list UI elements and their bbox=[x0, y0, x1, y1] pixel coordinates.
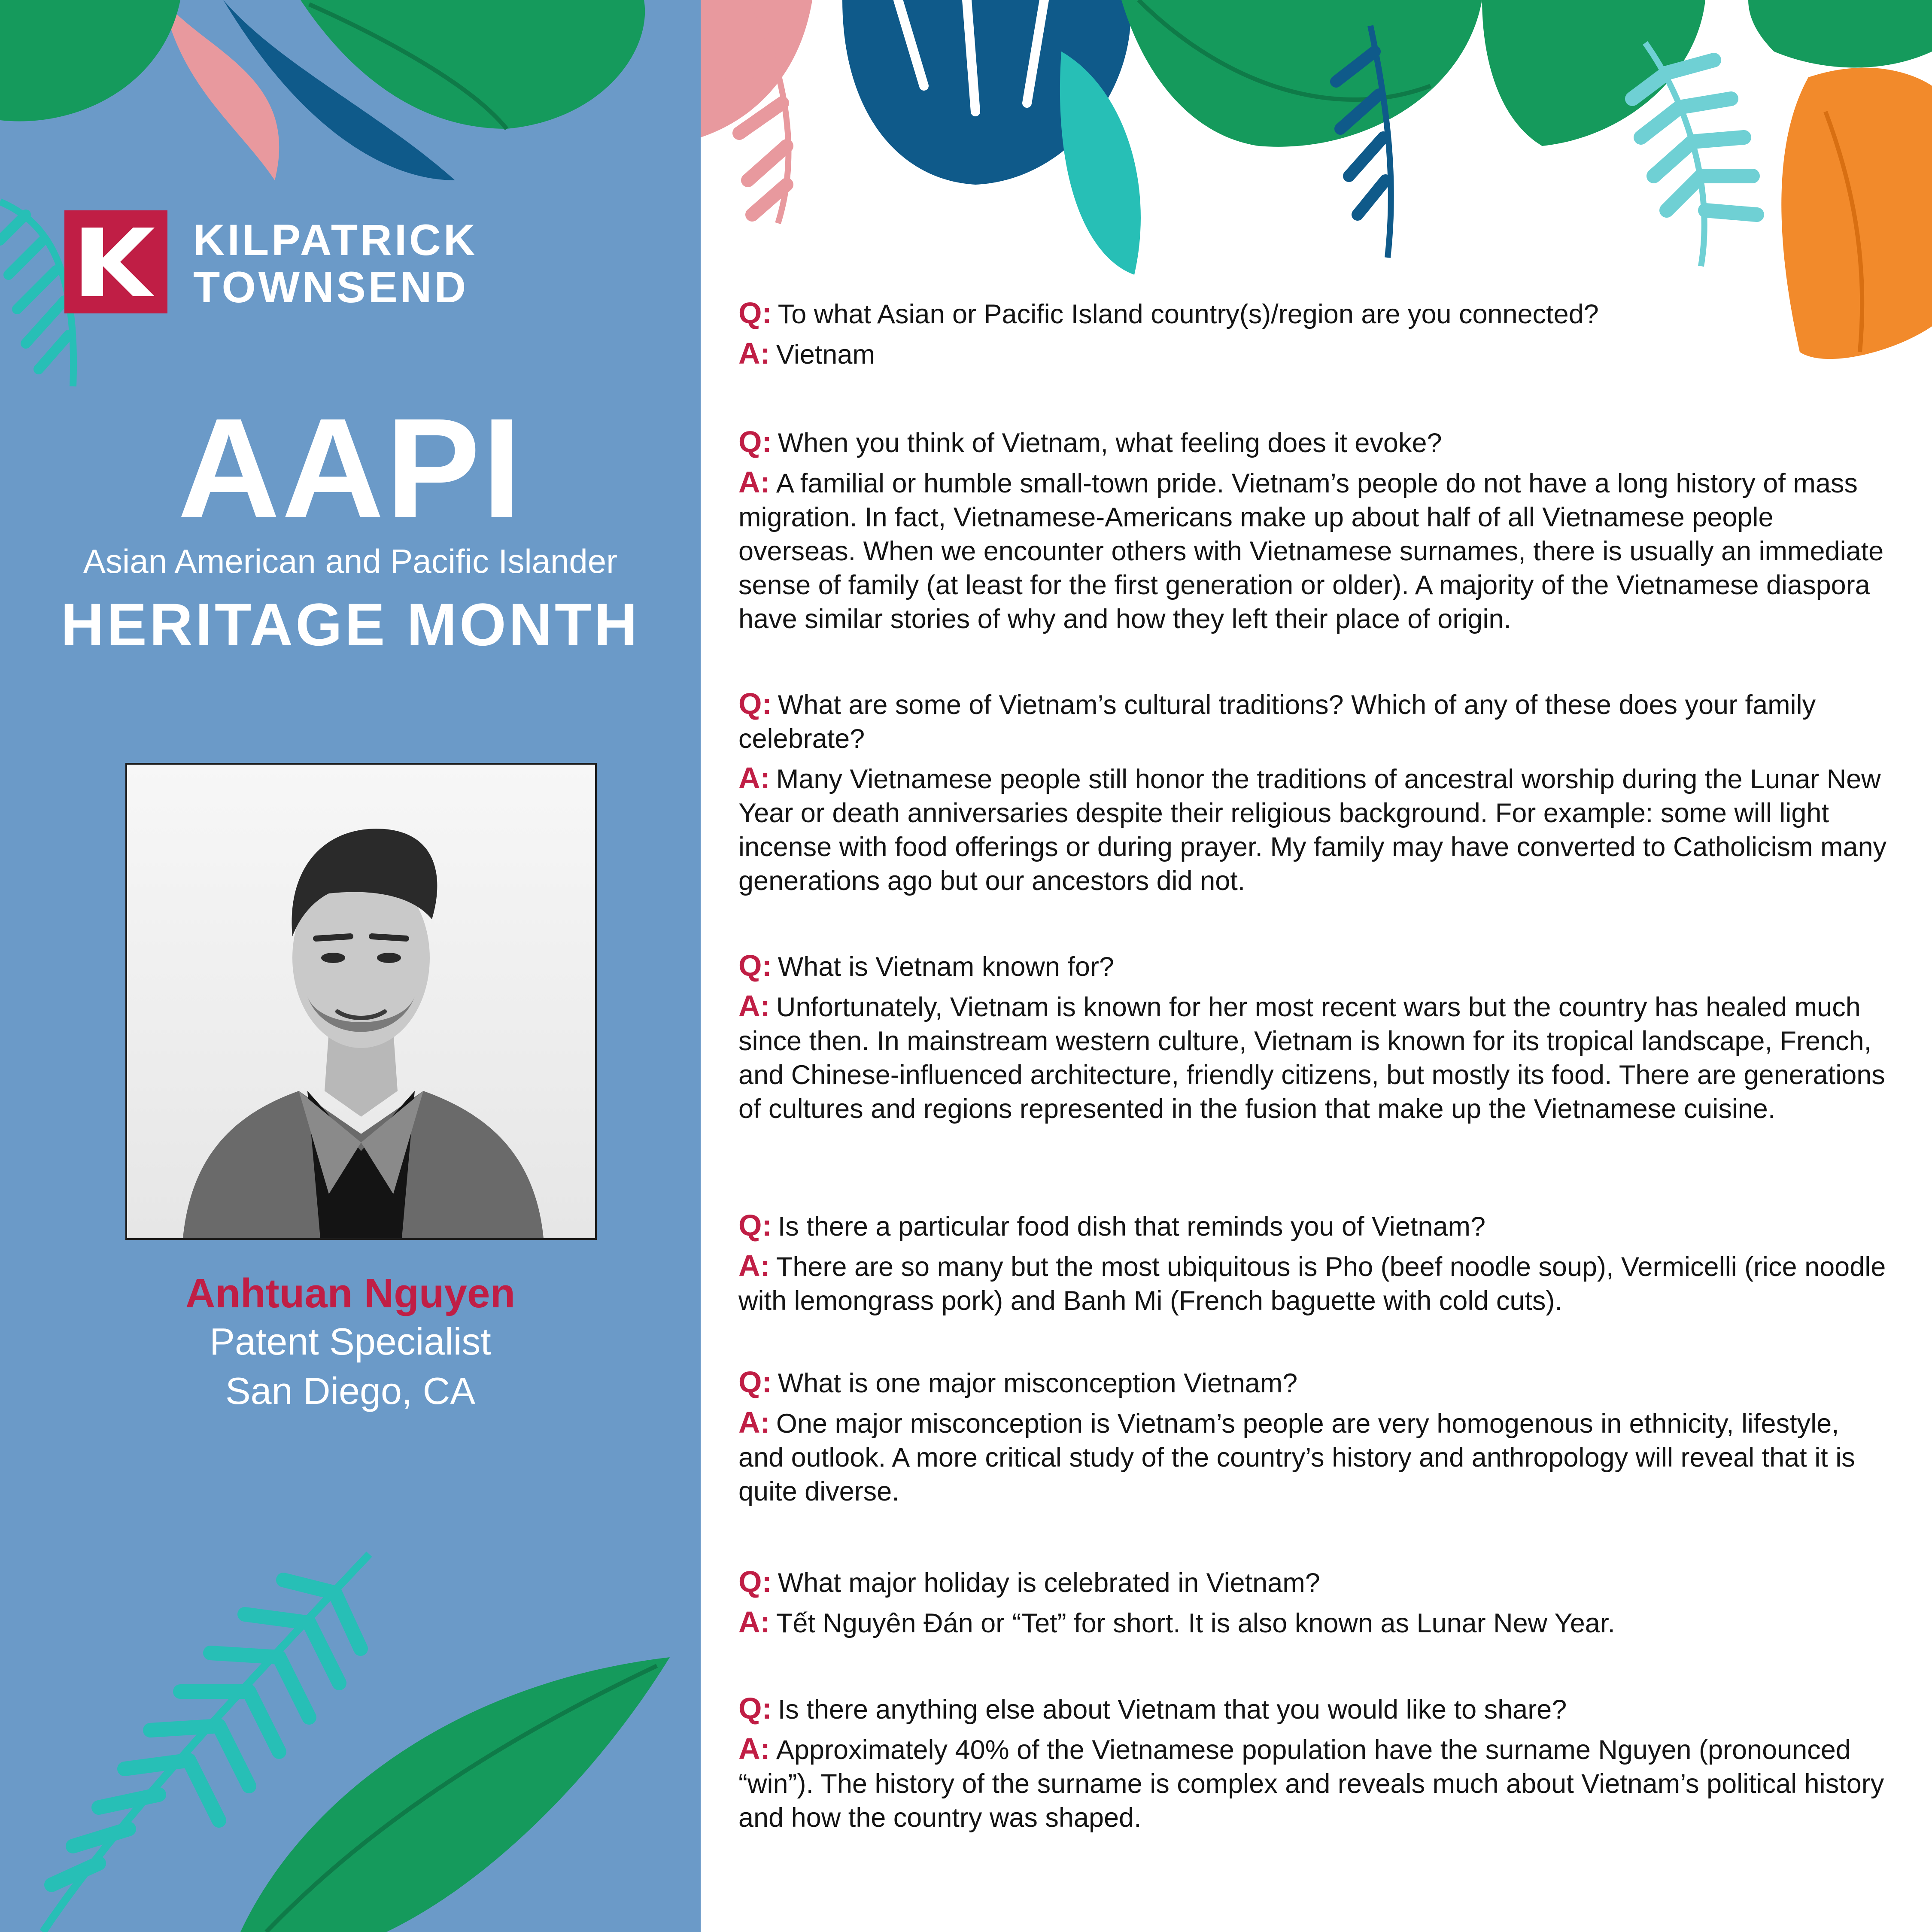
k-logo-icon bbox=[64, 210, 167, 313]
portrait-illustration bbox=[127, 765, 595, 1238]
qa-item bbox=[738, 1565, 1889, 1640]
question bbox=[738, 1565, 1889, 1600]
teal-fern-graphic bbox=[0, 202, 73, 386]
bottom-left-leaves-decoration bbox=[0, 1528, 701, 1932]
a-label: A: bbox=[738, 1605, 770, 1639]
question-text: What major holiday is celebrated in Vietnam? bbox=[778, 1568, 1320, 1598]
brand-name-line1: KILPATRICK bbox=[193, 216, 478, 264]
qa-item bbox=[738, 687, 1889, 898]
question bbox=[738, 1365, 1889, 1400]
answer bbox=[738, 337, 1889, 372]
q-label: Q: bbox=[738, 296, 772, 330]
aapi-title: AAPI bbox=[177, 389, 523, 547]
a-label: A: bbox=[738, 761, 770, 795]
qa-item bbox=[738, 1209, 1889, 1318]
question bbox=[738, 296, 1889, 331]
light-teal-fern-graphic bbox=[1632, 43, 1757, 266]
answer bbox=[738, 1605, 1889, 1640]
question bbox=[738, 1692, 1889, 1727]
question bbox=[738, 1209, 1889, 1244]
q-label: Q: bbox=[738, 425, 772, 459]
answer-text: One major misconception is Vietnam’s people are very homogenous in ethnicity, lifestyle, and outlook. A more critical study of the country’s history and anthropology will reveal that it is quite diverse. bbox=[738, 1409, 1855, 1507]
question-text: What is one major misconception Vietnam? bbox=[778, 1368, 1298, 1398]
answer bbox=[738, 465, 1889, 636]
person-name: Anhtuan Nguyen bbox=[185, 1270, 515, 1316]
green-leaf-graphic bbox=[1121, 0, 1705, 147]
q-label: Q: bbox=[738, 1209, 772, 1242]
person-role: Patent Specialist bbox=[210, 1320, 491, 1363]
answer-text: Vietnam bbox=[776, 340, 875, 370]
a-label: A: bbox=[738, 337, 770, 370]
answer-text: Approximately 40% of the Vietnamese population have the surname Nguyen (pronounced “win”). The history of the surname is complex and reveals much about Vietnam’s political history and how the country was shaped. bbox=[738, 1735, 1884, 1833]
question-text: Is there anything else about Vietnam that you would like to share? bbox=[778, 1695, 1567, 1725]
heritage-month-title: HERITAGE MONTH bbox=[61, 591, 640, 658]
q-label: Q: bbox=[738, 1365, 772, 1399]
aapi-subtitle: Asian American and Pacific Islander bbox=[83, 542, 618, 580]
person-location: San Diego, CA bbox=[225, 1370, 476, 1412]
question-text: Is there a particular food dish that reminds you of Vietnam? bbox=[778, 1212, 1486, 1242]
person-photo bbox=[125, 763, 597, 1240]
answer-text: Many Vietnamese people still honor the traditions of ancestral worship during the Lunar New Year or death anniversaries despite their religious background. For example: some will light incense with food offerings or during prayer. My family may have converted to Catholicism many generations ago but our ancestors did not. bbox=[738, 764, 1887, 896]
q-label: Q: bbox=[738, 1565, 772, 1598]
answer-text: There are so many but the most ubiquitous is Pho (beef noodle soup), Vermicelli (rice noodle with lemongrass pork) and Banh Mi (French baguette with cold cuts). bbox=[738, 1252, 1886, 1316]
a-label: A: bbox=[738, 1732, 770, 1765]
a-label: A: bbox=[738, 989, 770, 1023]
q-label: Q: bbox=[738, 1692, 772, 1725]
pink-leaf-graphic bbox=[163, 0, 279, 180]
answer bbox=[738, 989, 1889, 1126]
question bbox=[738, 687, 1889, 756]
qa-item bbox=[738, 1692, 1889, 1835]
answer-text: Tết Nguyên Đán or “Tet” for short. It is also known as Lunar New Year. bbox=[776, 1608, 1615, 1638]
answer bbox=[738, 761, 1889, 898]
qa-item bbox=[738, 425, 1889, 636]
question bbox=[738, 949, 1889, 984]
qa-item bbox=[738, 949, 1889, 1126]
a-label: A: bbox=[738, 1249, 770, 1282]
kilpatrick-townsend-logo[interactable] bbox=[64, 210, 494, 318]
left-panel bbox=[0, 0, 701, 1932]
question-text: What are some of Vietnam’s cultural traditions? Which of any of these does your family celebrate? bbox=[738, 690, 1816, 754]
qa-item bbox=[738, 296, 1889, 372]
q-label: Q: bbox=[738, 949, 772, 982]
answer bbox=[738, 1406, 1889, 1509]
green-leaf-graphic bbox=[1748, 0, 1932, 68]
answer-text: A familial or humble small-town pride. Vietnam’s people do not have a long history of mass migration. In fact, Vietnamese-Americans make up about half of all Vietnamese people overseas. When we encounter others with Vietnamese surnames, there is usually an immediate sense of family (at least for the first generation or older). A majority of the Vietnamese diaspora have similar stories of why and how they left their place of origin. bbox=[738, 468, 1884, 634]
brand-name-line2: TOWNSEND bbox=[193, 263, 469, 312]
a-label: A: bbox=[738, 465, 770, 499]
answer bbox=[738, 1249, 1889, 1318]
a-label: A: bbox=[738, 1406, 770, 1439]
qa-item bbox=[738, 1365, 1889, 1509]
answer bbox=[738, 1732, 1889, 1835]
question-text: What is Vietnam known for? bbox=[778, 952, 1114, 982]
question bbox=[738, 425, 1889, 460]
answer-text: Unfortunately, Vietnam is known for her most recent wars but the country has healed much since then. In mainstream western culture, Vietnam is known for its tropical landscape, French, and Chinese-influenced architecture, friendly citizens, but mostly its food. There are generations of cultures and regions represented in the fusion that make up the Vietnamese cuisine. bbox=[738, 992, 1885, 1124]
pink-leaf-graphic bbox=[701, 0, 812, 223]
question-text: To what Asian or Pacific Island country(s)/region are you connected? bbox=[778, 299, 1599, 329]
question-text: When you think of Vietnam, what feeling does it evoke? bbox=[778, 428, 1442, 458]
q-label: Q: bbox=[738, 687, 772, 720]
